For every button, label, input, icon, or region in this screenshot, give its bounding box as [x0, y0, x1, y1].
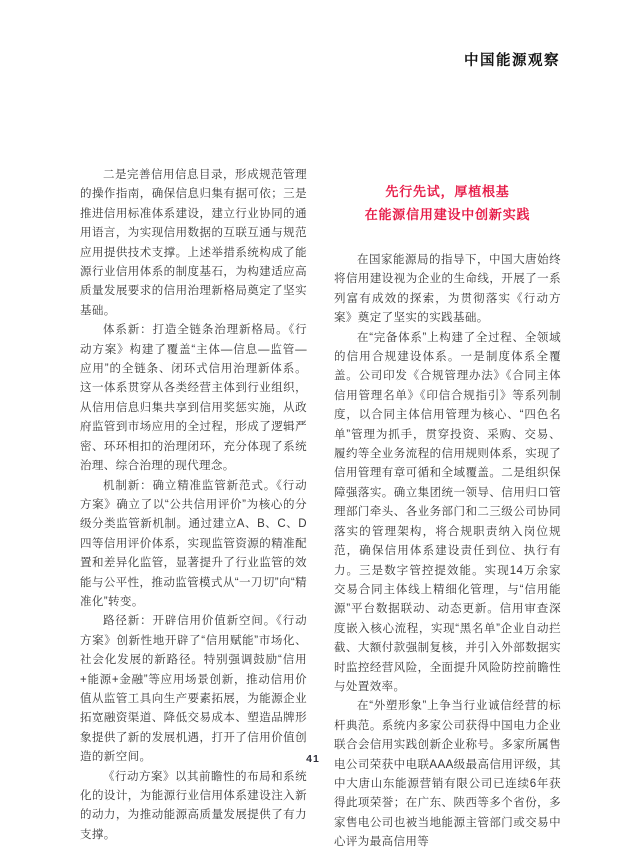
- page-footer: [0, 749, 626, 767]
- paragraph: 体系新：打造全链条治理新格局。《行动方案》构建了覆盖“主体—信息—监管—应用”的全链条、闭环式信用治理新体系。这一体系贯穿从各类经营主体到行业组织，从信用信息归集共享到信用奖惩实施，从政府监管到市场应用的全过程，形成了逻辑严密、环环相扣的治理闭环，充分体现了系统治理、综合治理的现代理念。: [80, 324, 307, 473]
- section-heading-line2: 在能源信用建设中创新实践: [364, 206, 531, 222]
- paragraph: 在国家能源局的指导下，中国大唐始终将信用建设视为企业的生命线，开展了一系列富有成效的探索，为贯彻落实《行动方案》奠定了坚实的实践基础。: [334, 254, 561, 325]
- page-number: 41: [306, 753, 320, 765]
- paragraph: 二是完善信用信息目录，形成规范管理的操作指南，确保信息归集有据可依；三是推进信用标准体系建设，建立行业协同的通用语言，为实现信用数据的互联互通与规范应用提供技术支撑。上述举措系统构成了能源行业信用体系的制度基石，为构建适应高质量发展要求的信用治理新格局奠定了坚实基础。: [80, 169, 307, 317]
- paragraph: 在“完备体系”上构建了全过程、全领域的信用合规建设体系。一是制度体系全覆盖。公司印发《合规管理办法》《合同主体信用管理名单》《印信合规指引》等系列制度，以合同主体信用管理为核心、“四色名单”管理为抓手，贯穿投资、采购、交易、履约等全业务流程的信用规则体系，实现了信用管理有章可循和全域覆盖。二是组织保障强落实。确立集团统一领导、信用归口管理部门牵头、各业务部门和二三级公司协同落实的管理架构，将合规职责纳入岗位规范，确保信用体系建设责任到位、执行有力。三是数字管控提效能。实现14万余家交易合同主体线上精细化管理，与“信用能源”平台数据联动、动态更新。信用审查深度嵌入核心流程，实现“黑名单”企业自动拦截、大额付款强制复核，并引入外部数据实时监控经营风险，全面提升风险防控前瞻性与处置效率。: [334, 331, 561, 693]
- section-heading: [334, 181, 561, 226]
- paragraph: 机制新：确立精准监管新范式。《行动方案》确立了以“公共信用评价”为核心的分级分类监管新机制。通过建立A、B、C、D四等信用评价体系，实现监管资源的精准配置和差异化监管，显著提升了行业监管的效能与公平性，推动监管模式从“一刀切”向“精准化”转变。: [80, 479, 307, 608]
- paragraph: 路径新：开辟信用价值新空间。《行动方案》创新性地开辟了“信用赋能”市场化、社会化发展的新路径。特别强调鼓励“信用+能源+金融”等应用场景创新，推动信用价值从监管工具向生产要素拓展，为能源企业拓宽融资渠道、降低交易成本、塑造品牌形象提供了新的发展机遇，打开了信用价值创造的新空间。: [80, 615, 307, 764]
- section-heading-line1: 先行先试，厚植根基: [385, 184, 510, 199]
- page-header: [464, 49, 560, 70]
- paragraph: 在“外塑形象”上争当行业诚信经营的标杆典范。系统内多家公司获得中国电力企业联合会信用实践创新企业称号。多家所属售电公司荣获中电联AAA级最高信用评级，其中大唐山东能源营销有限公司已连续6年获得此项荣誉；在广东、陕西等多个省份，多家售电公司也被当地能源主管部门或交易中心评为最高信用等: [334, 700, 561, 849]
- masthead-title: 中国能源观察: [464, 53, 560, 69]
- paragraph: 《行动方案》以其前瞻性的布局和系统化的设计，为能源行业信用体系建设注入新的动力，为推动能源高质量发展提供了有力支撑。: [80, 770, 307, 841]
